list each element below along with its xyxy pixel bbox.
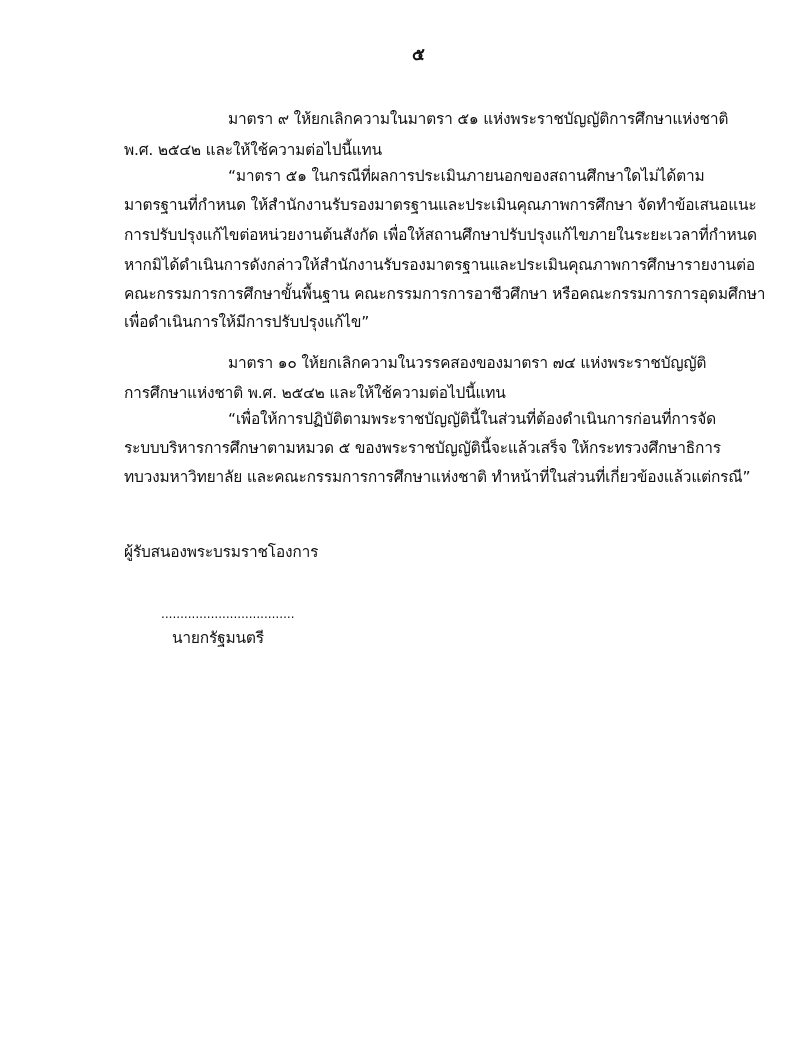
section-9-line: มาตรฐานที่กำหนด ให้สำนักงานรับรองมาตรฐานและประเมินคุณภาพการศึกษา จัดทำข้อเสนอแนะ	[124, 196, 757, 214]
page-number: ๕	[412, 45, 425, 65]
section-10-line: มาตรา ๑๐ ให้ยกเลิกความในวรรคสองของมาตรา ๗๔ แห่งพระราชบัญญัติ	[228, 354, 707, 372]
section-9-line: “มาตรา ๕๑ ในกรณีที่ผลการประเมินภายนอกของสถานศึกษาใดไม่ได้ตาม	[228, 167, 705, 185]
section-9-line: การปรับปรุงแก้ไขต่อหน่วยงานต้นสังกัด เพื่อให้สถานศึกษาปรับปรุงแก้ไขภายในระยะเวลาที่กำหนด	[124, 226, 757, 244]
section-9-line: พ.ศ. ๒๕๔๒ และให้ใช้ความต่อไปนี้แทน	[124, 141, 382, 159]
countersign-heading: ผู้รับสนองพระบรมราชโองการ	[124, 543, 319, 561]
section-10-line: ทบวงมหาวิทยาลัย และคณะกรรมการการศึกษาแห่งชาติ ทำหน้าที่ในส่วนที่เกี่ยวข้องแล้วแต่กรณี”	[124, 468, 751, 486]
section-10-line: การศึกษาแห่งชาติ พ.ศ. ๒๕๔๒ และให้ใช้ความต่อไปนี้แทน	[124, 384, 506, 402]
section-9-line: คณะกรรมการการศึกษาขั้นพื้นฐาน คณะกรรมการการอาชีวศึกษา หรือคณะกรรมการการอุดมศึกษา	[124, 285, 766, 303]
section-9-line: เพื่อดำเนินการให้มีการปรับปรุงแก้ไข”	[124, 313, 370, 331]
section-9-line: มาตรา ๙ ให้ยกเลิกความในมาตรา ๕๑ แห่งพระราชบัญญัติการศึกษาแห่งชาติ	[228, 110, 729, 128]
signature-dots: ...................................	[161, 607, 295, 621]
signer-title: นายกรัฐมนตรี	[172, 629, 264, 647]
section-10-line: “เพื่อให้การปฏิบัติตามพระราชบัญญัตินี้ในส่วนที่ต้องดำเนินการก่อนที่การจัด	[228, 410, 716, 428]
section-10-line: ระบบบริหารการศึกษาตามหมวด ๕ ของพระราชบัญญัตินี้จะแล้วเสร็จ ให้กระทรวงศึกษาธิการ	[124, 439, 721, 457]
section-9-line: หากมิได้ดำเนินการดังกล่าวให้สำนักงานรับรองมาตรฐานและประเมินคุณภาพการศึกษารายงานต่อ	[124, 256, 755, 274]
